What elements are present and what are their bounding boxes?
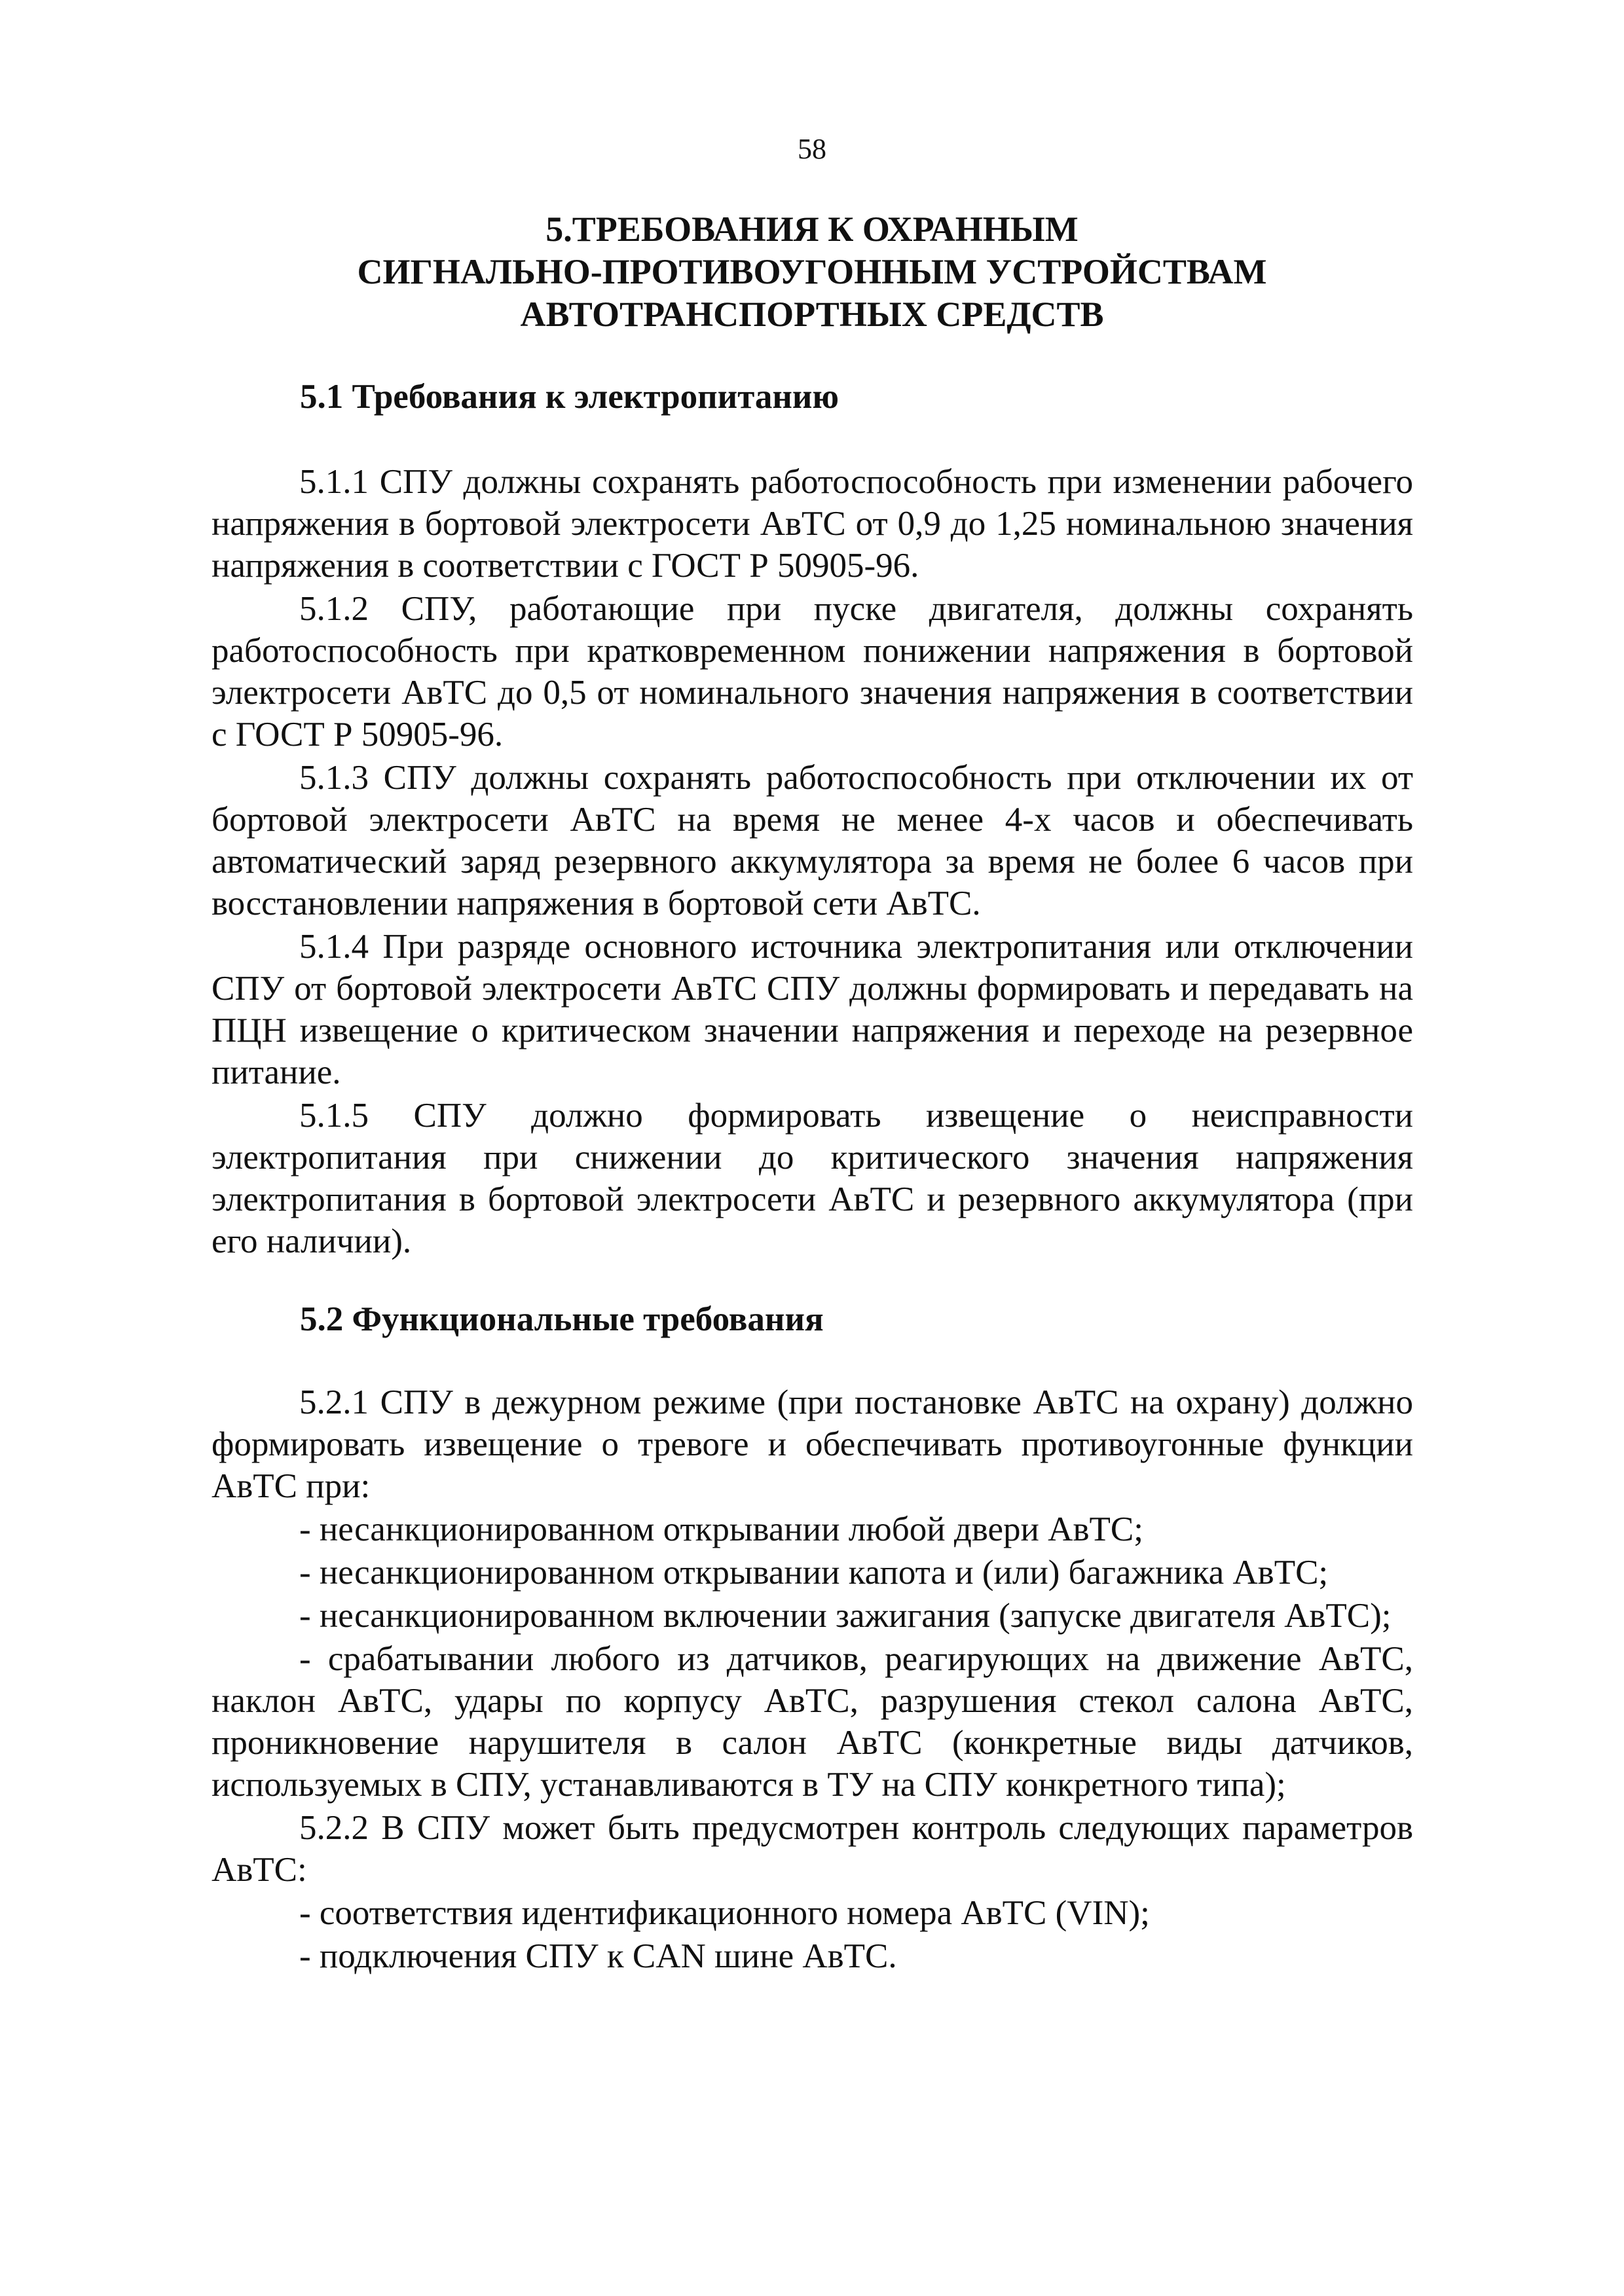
list-item: - несанкционированном открывании капота и (или) багажника АвТС; — [299, 1554, 1329, 1592]
paragraph-5-1-5: 5.1.5 СПУ должно формировать извещение о неисправности электропитания при снижении до критического значения напряжения электропитания в бортовой электросети АвТС и резервного аккумулятора (при его наличии). — [212, 1097, 1413, 1260]
list-item: - срабатывании любого из датчиков, реагирующих на движение АвТС, наклон АвТС, удары по корпусу АвТС, разрушения стекол салона АвТС, проникновение нарушителя в салон АвТС (конкретные виды датчиков, используемых в СПУ, устанавливаются в ТУ на СПУ конкретного типа); — [212, 1640, 1413, 1804]
list-item: - несанкционированном открывании любой двери АвТС; — [299, 1510, 1143, 1548]
section-heading-5-1: 5.1 Требования к электропитанию — [300, 378, 839, 416]
paragraph-5-1-2: 5.1.2 СПУ, работающие при пуске двигателя, должны сохранять работоспособность при кратковременном понижении напряжения в бортовой электросети АвТС до 0,5 от номинального значения напряжения в соответствии с ГОСТ Р 50905-96. — [212, 590, 1413, 754]
section-5-1-body — [212, 461, 1413, 1262]
paragraph-5-1-4: 5.1.4 При разряде основного источника электропитания или отключении СПУ от бортовой электросети АвТС СПУ должны формировать и передавать на ПЦН извещение о критическом значении напряжения и переходе на резервное питание. — [212, 928, 1413, 1091]
paragraph-5-1-1: 5.1.1 СПУ должны сохранять работоспособность при изменении рабочего напряжения в бортовой электросети АвТС от 0,9 до 1,25 номинальною значения напряжения в соответствии с ГОСТ Р 50905-96. — [212, 463, 1413, 585]
paragraph-5-2-1: 5.2.1 СПУ в дежурном режиме (при постановке АвТС на охрану) должно формировать извещение о тревоге и обеспечивать противоугонные функции АвТС при: — [212, 1383, 1413, 1505]
chapter-title-line: 5.ТРЕБОВАНИЯ К ОХРАННЫМ — [545, 210, 1079, 249]
list-item: - соответствия идентификационного номера АвТС (VIN); — [299, 1894, 1150, 1932]
chapter-title-line: АВТОТРАНСПОРТНЫХ СРЕДСТВ — [520, 295, 1104, 334]
section-5-2-body — [212, 1381, 1413, 1977]
section-heading-5-2: 5.2 Функциональные требования — [300, 1300, 824, 1338]
page-number: 58 — [798, 133, 826, 165]
list-item: - подключения СПУ к CAN шине АвТС. — [299, 1937, 897, 1975]
chapter-title-line: СИГНАЛЬНО-ПРОТИВОУГОННЫМ УСТРОЙСТВАМ — [357, 252, 1267, 291]
list-item: - несанкционированном включении зажигания (запуске двигателя АвТС); — [299, 1597, 1392, 1635]
paragraph-5-2-2: 5.2.2 В СПУ может быть предусмотрен контроль следующих параметров АвТС: — [212, 1809, 1413, 1889]
paragraph-5-1-3: 5.1.3 СПУ должны сохранять работоспособность при отключении их от бортовой электросети АвТС на время не менее 4-х часов и обеспечивать автоматический заряд резервного аккумулятора за время не более 6 часов при восстановлении напряжения в бортовой сети АвТС. — [212, 759, 1413, 922]
chapter-title — [210, 208, 1414, 336]
